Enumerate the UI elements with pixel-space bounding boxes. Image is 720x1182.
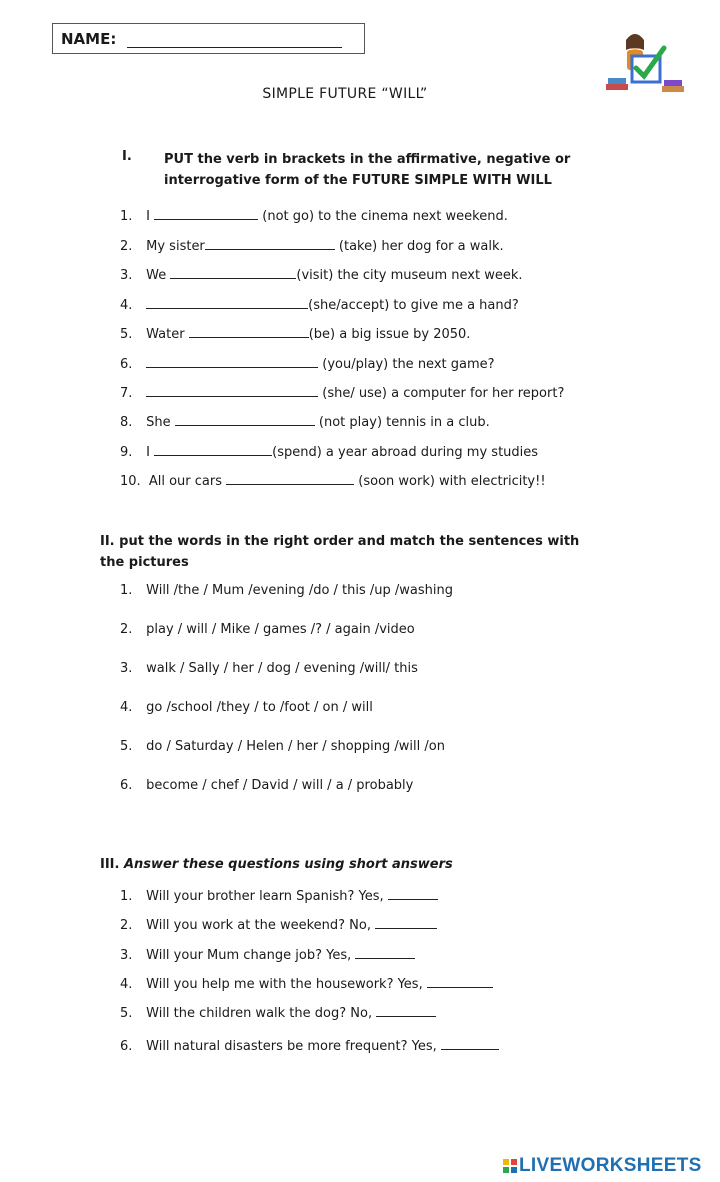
item-text-post: (she/accept) to give me a hand? [308,298,519,313]
item-number: 3. [120,948,133,963]
item-number: 5. [120,1006,133,1021]
list-item [120,916,437,933]
list-item [120,887,438,904]
name-label: NAME: [61,30,117,48]
section1-number: I. [122,149,132,164]
list-item [120,413,490,430]
item-text-pre: I [146,209,150,224]
page-title: SIMPLE FUTURE “WILL” [262,86,428,102]
answer-blank[interactable] [205,237,335,250]
item-text: play / will / Mike / games /? / again /video [146,622,415,637]
list-item [120,1004,436,1021]
item-number: 5. [120,327,133,342]
item-text-post: (visit) the city museum next week. [296,268,523,283]
list-item [120,384,564,401]
list-item [120,266,523,283]
item-text-post: (take) her dog for a walk. [338,239,504,254]
list-item [120,207,508,224]
item-number: 10. [120,474,141,489]
item-text-post: (not go) to the cinema next weekend. [262,209,508,224]
item-text: Will natural disasters be more frequent? Yes, [146,1039,437,1054]
item-text: walk / Sally / her / dog / evening /will/ this [146,661,418,676]
item-number: 4. [120,298,133,313]
name-input-line[interactable] [127,47,342,48]
liveworksheets-logo[interactable] [503,1155,702,1177]
item-number: 2. [120,239,133,254]
item-text: Will you work at the weekend? No, [146,918,371,933]
item-text-post: (soon work) with electricity!! [358,474,546,489]
item-number: 1. [120,209,133,224]
item-text: go /school /they / to /foot / on / will [146,700,373,715]
list-item [120,443,538,460]
list-item [120,739,445,754]
answer-blank[interactable] [355,946,415,959]
item-number: 1. [120,583,133,598]
item-text-post: (you/play) the next game? [322,357,495,372]
item-number: 9. [120,445,133,460]
item-text-pre: We [146,268,167,283]
item-number: 6. [120,778,133,793]
list-item [120,355,495,372]
item-text: become / chef / David / will / a / probably [146,778,414,793]
item-number: 6. [120,1039,133,1054]
list-item [120,946,415,963]
item-text-post: (not play) tennis in a club. [318,415,490,430]
list-item [120,1037,499,1054]
item-text: do / Saturday / Helen / her / shopping /will /on [146,739,445,754]
item-number: 5. [120,739,133,754]
item-number: 6. [120,357,133,372]
section3-heading [100,857,453,872]
list-item [120,778,413,793]
list-item [120,700,373,715]
answer-blank[interactable] [175,413,315,426]
answer-blank[interactable] [376,1004,436,1017]
item-number: 2. [120,622,133,637]
answer-blank[interactable] [388,887,438,900]
item-text-pre: She [146,415,171,430]
answer-blank[interactable] [154,207,258,220]
answer-blank[interactable] [226,472,354,485]
list-item [120,237,504,254]
item-text: Will your brother learn Spanish? Yes, [146,889,384,904]
item-number: 4. [120,700,133,715]
answer-blank[interactable] [375,916,437,929]
answer-blank[interactable] [170,266,296,279]
item-number: 8. [120,415,133,430]
item-text-pre: All our cars [148,474,222,489]
list-item [120,622,415,637]
item-text-post: (she/ use) a computer for her report? [322,386,565,401]
item-text-pre: Water [146,327,185,342]
answer-blank[interactable] [427,975,493,988]
item-text: Will your Mum change job? Yes, [146,948,352,963]
item-number: 1. [120,889,133,904]
list-item [120,472,546,489]
section1-instruction: PUT the verb in brackets in the affirmative, negative or interrogative form of the FUTURE SIMPLE WITH WILL [164,152,571,188]
answer-blank[interactable] [441,1037,499,1050]
list-item [120,325,470,342]
list-item [120,583,453,598]
section3-number: III. [100,857,120,872]
item-number: 3. [120,268,133,283]
liveworksheets-logo-icon [503,1159,517,1173]
list-item [120,975,493,992]
item-text: Will /the / Mum /evening /do / this /up /washing [146,583,454,598]
list-item [120,296,519,313]
answer-blank[interactable] [146,296,308,309]
answer-blank[interactable] [154,443,272,456]
brand-name: LIVEWORKSHEETS [519,1155,702,1176]
list-item [120,661,418,676]
answer-blank[interactable] [146,355,318,368]
name-box [52,23,365,54]
section3-heading-text: Answer these questions using short answers [123,857,453,872]
item-number: 4. [120,977,133,992]
item-number: 2. [120,918,133,933]
item-number: 3. [120,661,133,676]
item-number: 7. [120,386,133,401]
item-text-pre: I [146,445,150,460]
section2-heading: II. put the words in the right order and match the sentences with the pictures [100,534,580,570]
item-text-pre: My sister [146,239,205,254]
item-text: Will you help me with the housework? Yes, [146,977,423,992]
item-text: Will the children walk the dog? No, [146,1006,373,1021]
item-text-post: (spend) a year abroad during my studies [272,445,539,460]
item-text-post: (be) a big issue by 2050. [308,327,471,342]
answer-blank[interactable] [189,325,309,338]
answer-blank[interactable] [146,384,318,397]
